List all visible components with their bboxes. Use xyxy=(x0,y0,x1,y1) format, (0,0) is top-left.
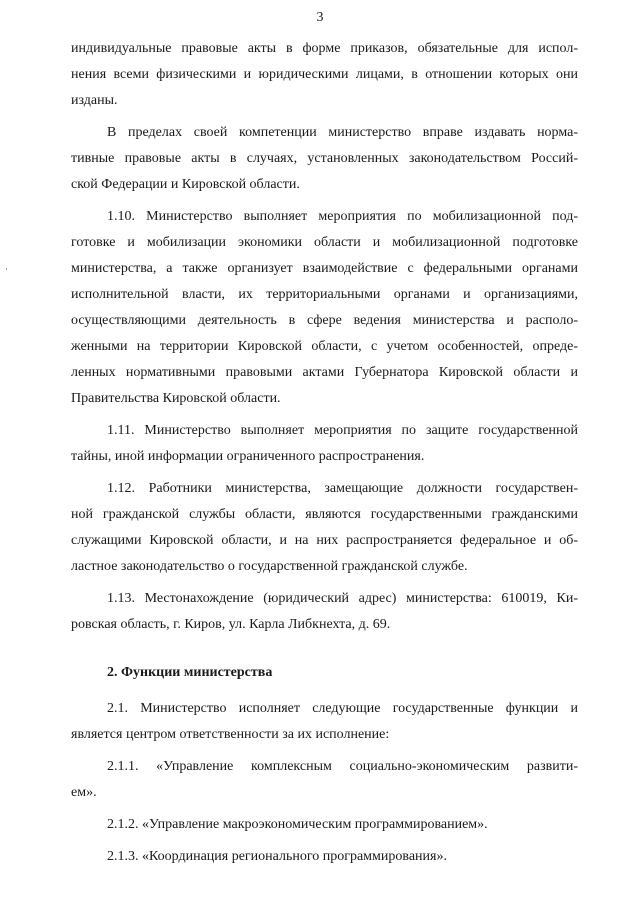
paragraph-1-12 xyxy=(71,476,578,580)
text-line: ем». xyxy=(71,785,97,800)
paragraph-1-11 xyxy=(71,418,578,470)
text-line: 2.1.2. «Управление макроэкономическим программированием». xyxy=(107,817,488,832)
text-line: 2.1.1. «Управление комплексным социально-экономическим развити- xyxy=(107,759,578,774)
text-line: ленных нормативными правовыми актами Губернатора Кировской области и xyxy=(71,365,578,380)
text-line: нения всеми физическими и юридическими лицами, в отношении которых они xyxy=(71,67,578,82)
text-line: является центром ответственности за их исполнение: xyxy=(71,727,390,742)
text-line: 1.12. Работники министерства, замещающие должности государствен- xyxy=(107,481,578,496)
paragraph-2-1-1 xyxy=(71,754,578,806)
text-line: Правительства Кировской области. xyxy=(71,391,281,406)
text-line: 2.1. Министерство исполняет следующие государственные функции и xyxy=(107,701,578,716)
page-number: 3 xyxy=(316,10,324,25)
paragraph-2-1 xyxy=(71,696,578,748)
text-line: исполнительной власти, их территориальными органами и организациями, xyxy=(71,287,578,302)
paragraph-continuation xyxy=(71,36,578,114)
paragraph-2-1-3 xyxy=(71,844,578,870)
text-line: В пределах своей компетенции министерство вправе издавать норма- xyxy=(107,125,578,140)
paragraph-2-1-2 xyxy=(71,812,578,838)
text-line: изданы. xyxy=(71,93,118,108)
text-line: ной гражданской службы области, являются государственными гражданскими xyxy=(71,507,578,522)
text-line: служащими Кировской области, и на них распространяется федеральное и об- xyxy=(71,533,578,548)
text-line: 2.1.3. «Координация регионального программирования». xyxy=(107,849,447,864)
paragraph-competence xyxy=(71,120,578,198)
text-line: 1.13. Местонахождение (юридический адрес) министерства: 610019, Ки- xyxy=(107,591,578,606)
text-line: тивные правовые акты в случаях, установленных законодательством Россий- xyxy=(71,151,578,166)
text-line: ской Федерации и Кировской области. xyxy=(71,177,300,192)
text-line: тайны, иной информации ограниченного распространения. xyxy=(71,449,425,464)
text-line: министерства, а также организует взаимодействие с федеральными органами xyxy=(71,261,578,276)
section-heading: 2. Функции министерства xyxy=(107,665,273,680)
text-line: 1.11. Министерство выполняет мероприятия по защите государственной xyxy=(107,423,578,438)
text-line: женными на территории Кировской области, с учетом особенностей, опреде- xyxy=(71,339,578,354)
margin-mark xyxy=(6,268,7,270)
paragraph-1-10 xyxy=(71,204,578,412)
text-line: индивидуальные правовые акты в форме приказов, обязательные для испол- xyxy=(71,41,578,56)
text-line: осуществляющими деятельность в сфере ведения министерства и располо- xyxy=(71,313,578,328)
document-body xyxy=(71,36,578,870)
text-line: ластное законодательство о государственной гражданской службе. xyxy=(71,559,468,574)
paragraph-1-13 xyxy=(71,586,578,638)
text-line: готовке и мобилизации экономики области и мобилизационной подготовке xyxy=(71,235,578,250)
text-line: 1.10. Министерство выполняет мероприятия по мобилизационной под- xyxy=(107,209,578,224)
text-line: ровская область, г. Киров, ул. Карла Либкнехта, д. 69. xyxy=(71,617,391,632)
